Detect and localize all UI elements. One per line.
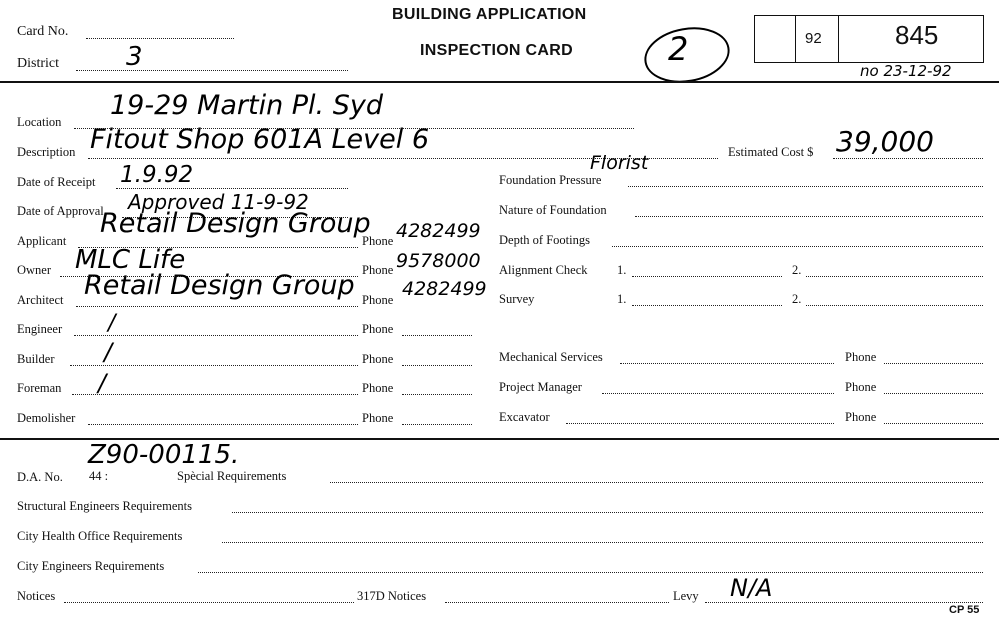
foreman-phone-field[interactable] [402,394,472,395]
foundation-pressure-field[interactable] [628,186,983,187]
mechanical-phone-field[interactable] [884,363,983,364]
levy-value: N/A [730,574,773,602]
health-requirements-field[interactable] [222,542,983,543]
district-value: 3 [126,42,143,72]
alignment-check-label: Alignment Check [499,263,588,277]
mechanical-services-field[interactable] [620,363,834,364]
excavator-phone-field[interactable] [884,423,983,424]
box-divider [838,15,839,63]
owner-phone-label: Phone [362,263,394,277]
foundation-pressure-label: Foundation Pressure [499,173,602,187]
location-label: Location [17,115,62,129]
alignment-num-1: 1. [617,263,627,277]
demolisher-field[interactable] [88,424,358,425]
date-receipt-label: Date of Receipt [17,175,96,189]
nature-foundation-field[interactable] [635,216,983,217]
structural-requirements-field[interactable] [232,512,983,513]
project-manager-phone-label: Phone [845,380,877,394]
special-requirements-label: Spècial Requirements [177,469,287,483]
card-no-field[interactable] [86,38,234,39]
foreman-phone-label: Phone [362,381,394,395]
levy-field[interactable] [705,602,983,603]
engineer-phone-label: Phone [362,322,394,336]
applicant-value: Retail Design Group [100,208,371,239]
architect-label: Architect [17,293,64,307]
builder-phone-label: Phone [362,352,394,366]
alignment-check-2-field[interactable] [806,276,983,277]
foreman-field[interactable] [72,394,358,395]
da-number-value: Z90-00115. [88,440,240,470]
description-extra: Florist [590,152,649,174]
architect-field[interactable] [76,306,358,307]
engineer-field[interactable] [74,335,358,336]
engineers-requirements-label: City Engineers Requirements [17,559,165,573]
da-prefix: 44 : [89,469,109,483]
mechanical-services-label: Mechanical Services [499,350,603,364]
architect-phone-value: 4282499 [402,278,487,300]
builder-phone-field[interactable] [402,365,472,366]
form-title-line2: INSPECTION CARD [420,42,573,59]
form-code: CP 55 [949,604,980,616]
date-receipt-field[interactable] [116,188,348,189]
engineers-requirements-field[interactable] [198,572,983,573]
card-no-label: Card No. [17,24,69,39]
box-divider [795,15,796,63]
header-rule [0,81,999,83]
description-value: Fitout Shop 601A Level 6 [90,124,430,155]
excavator-phone-label: Phone [845,410,877,424]
applicant-phone-value: 4282499 [396,220,481,242]
survey-1-field[interactable] [632,305,782,306]
applicant-phone-label: Phone [362,234,394,248]
engineer-phone-field[interactable] [402,335,472,336]
owner-label: Owner [17,263,52,277]
alignment-num-2: 2. [792,263,802,277]
mechanical-phone-label: Phone [845,350,877,364]
da-no-label: D.A. No. [17,470,63,484]
builder-field[interactable] [70,365,358,366]
nature-foundation-label: Nature of Foundation [499,203,607,217]
builder-label: Builder [17,352,55,366]
architect-phone-label: Phone [362,293,394,307]
notices-label: Notices [17,589,56,603]
notices-317d-label: 317D Notices [357,589,427,603]
depth-footings-label: Depth of Footings [499,233,590,247]
estimated-cost-value: 39,000 [836,125,934,158]
project-manager-phone-field[interactable] [884,393,983,394]
structural-requirements-label: Structural Engineers Requirements [17,499,192,513]
date-approval-value: Approved 11-9-92 [128,190,309,214]
survey-label: Survey [499,292,535,306]
levy-label: Levy [673,589,699,603]
demolisher-phone-field[interactable] [402,424,472,425]
demolisher-label: Demolisher [17,411,76,425]
health-requirements-label: City Health Office Requirements [17,529,183,543]
header-note: no 23-12-92 [860,62,952,80]
district-label: District [17,56,59,71]
survey-2-field[interactable] [806,305,983,306]
district-field[interactable] [76,70,348,71]
engineer-value-mark: / [108,311,116,336]
excavator-field[interactable] [566,423,834,424]
box-large-number: 845 [895,20,939,50]
owner-value: MLC Life [75,245,186,275]
project-manager-field[interactable] [602,393,834,394]
foreman-label: Foreman [17,381,62,395]
description-label: Description [17,145,76,159]
applicant-label: Applicant [17,234,67,248]
special-requirements-field[interactable] [330,482,983,483]
project-manager-label: Project Manager [499,380,582,394]
excavator-label: Excavator [499,410,550,424]
engineer-label: Engineer [17,322,63,336]
owner-phone-value: 9578000 [396,250,481,272]
foreman-value-mark: / [98,369,107,397]
depth-footings-field[interactable] [612,246,983,247]
notices-317d-field[interactable] [445,602,669,603]
builder-value-mark: / [104,338,113,366]
card-number-box [754,15,984,63]
location-value: 19-29 Martin Pl. Syd [110,90,383,121]
survey-num-2: 2. [792,292,802,306]
survey-num-1: 1. [617,292,627,306]
notices-field[interactable] [64,602,354,603]
form-title-line1: BUILDING APPLICATION [392,6,587,23]
alignment-check-1-field[interactable] [632,276,782,277]
demolisher-phone-label: Phone [362,411,394,425]
date-approval-label: Date of Approval [17,204,104,218]
estimated-cost-field[interactable] [833,158,983,159]
date-receipt-value: 1.9.92 [120,162,194,188]
circled-number: 2 [668,30,689,68]
estimated-cost-label: Estimated Cost $ [728,145,814,159]
box-small-number: 92 [805,30,822,47]
architect-value: Retail Design Group [84,270,355,301]
